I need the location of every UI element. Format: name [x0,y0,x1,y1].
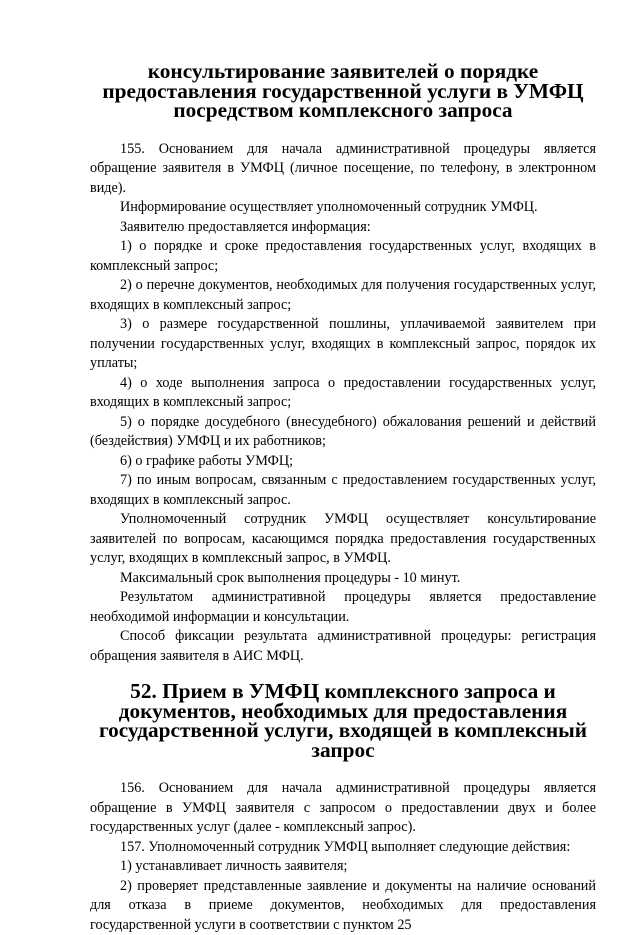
document-page [90,62,596,935]
paragraph: 157. Уполномоченный сотрудник УМФЦ выполняет следующие действия: [90,838,596,858]
list-item: 2) о перечне документов, необходимых для получения государственных услуг, входящих в комплексный запрос; [90,276,596,315]
paragraph: Способ фиксации результата административной процедуры: регистрация обращения заявителя в АИС МФЦ. [90,627,596,666]
list-item: 1) устанавливает личность заявителя; [90,857,596,877]
section-1-heading: консультирование заявителей о порядке предоставления государственной услуги в УМФЦ посредством комплексного запроса [90,62,596,121]
paragraph: 156. Основанием для начала административной процедуры является обращение в УМФЦ заявителя с запросом о предоставлении двух и более государственных услуг (далее - комплексный запрос). [90,779,596,838]
paragraph: Заявителю предоставляется информация: [90,218,596,238]
list-item: 2) проверяет представленные заявление и документы на наличие оснований для отказа в приеме документов, необходимых для предоставления государственной услуги в соответствии с пунктом 25 [90,877,596,935]
list-item: 1) о порядке и сроке предоставления государственных услуг, входящих в комплексный запрос; [90,237,596,276]
list-item: 4) о ходе выполнения запроса о предоставлении государственных услуг, входящих в комплексный запрос; [90,374,596,413]
paragraph: Уполномоченный сотрудник УМФЦ осуществляет консультирование заявителей по вопросам, касающимся порядка предоставления государственных услуг, входящих в комплексный запрос, в УМФЦ. [90,510,596,569]
section-1-body [90,140,596,667]
list-item: 6) о графике работы УМФЦ; [90,452,596,472]
paragraph: Максимальный срок выполнения процедуры - 10 минут. [90,569,596,589]
list-item: 7) по иным вопросам, связанным с предоставлением государственных услуг, входящих в комплексный запрос. [90,471,596,510]
section-2-heading: 52. Прием в УМФЦ комплексного запроса и документов, необходимых для предоставления государственной услуги, входящей в комплексный запрос [90,682,596,760]
paragraph: 155. Основанием для начала административной процедуры является обращение заявителя в УМФЦ (личное посещение, по телефону, в электронном виде). [90,140,596,199]
paragraph: Информирование осуществляет уполномоченный сотрудник УМФЦ. [90,198,596,218]
section-2-body [90,779,596,935]
list-item: 5) о порядке досудебного (внесудебного) обжалования решений и действий (бездействия) УМФЦ и их работников; [90,413,596,452]
paragraph: Результатом административной процедуры является предоставление необходимой информации и консультации. [90,588,596,627]
list-item: 3) о размере государственной пошлины, уплачиваемой заявителем при получении государственных услуг, входящих в комплексный запрос, порядок их уплаты; [90,315,596,374]
